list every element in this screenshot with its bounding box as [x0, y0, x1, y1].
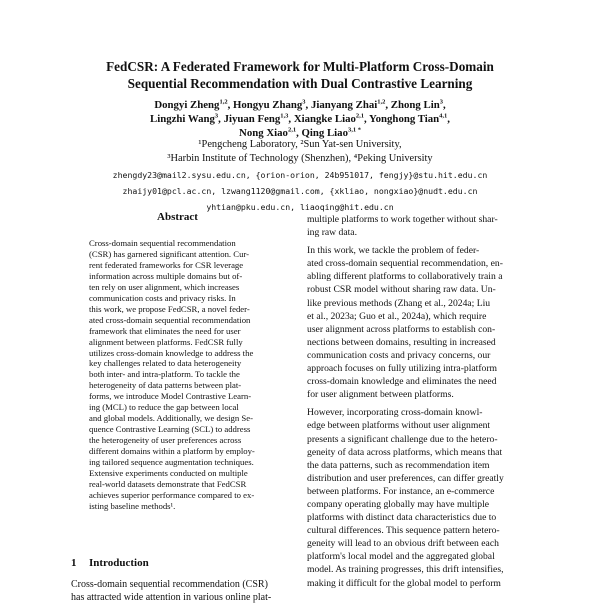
title-line: FedCSR: A Federated Framework for Multi-Platform Cross-Domain: [106, 59, 494, 74]
author-name: Jiyuan Feng: [223, 113, 281, 125]
text-line: approach focuses on fully utilizing intra-platform: [307, 363, 498, 375]
author-affiliation-marker: 2,1: [287, 126, 297, 134]
text-line: platforms with distinct data characteristics due to: [307, 512, 497, 524]
email-list: [60, 167, 540, 215]
author-affiliation-marker: 3: [302, 98, 306, 106]
text-line: rent federated frameworks for CSR leverage: [89, 259, 244, 270]
text-line: ing (MCL) to reduce the gap between local: [89, 402, 239, 413]
text-line: has attracted wide attention in various online plat-: [71, 592, 272, 604]
text-line: making it difficult for the global model to perform: [307, 577, 501, 589]
author-name: Qing Liao: [301, 127, 348, 139]
text-line: ated cross-domain sequential recommendation, en-: [307, 258, 503, 270]
author-name: Dongyi Zheng: [154, 99, 220, 111]
text-line: distribution and user preferences, can differ greatly: [307, 472, 504, 484]
text-line: communication costs and privacy risks. In: [89, 292, 236, 303]
section-title: Introduction: [89, 557, 149, 569]
author-separator: ,: [296, 127, 302, 139]
text-line: ated cross-domain sequential recommendation: [89, 314, 251, 325]
text-line: heterogeneity of data patterns between plat-: [89, 380, 242, 391]
affiliations: [60, 138, 540, 165]
author-separator: ,: [288, 113, 294, 125]
author-affiliation-marker: 4,1: [439, 112, 448, 120]
text-line: real-world datasets demonstrate that FedCSR: [89, 478, 247, 489]
text-line: ten rely on user alignment, which increases: [89, 281, 240, 292]
author-name: Yonghong Tian: [369, 113, 440, 125]
text-line: geneity will lead to an obvious drift between each: [307, 538, 499, 550]
author-name: Hongyu Zhang: [232, 99, 303, 111]
text-line: Extensive experiments conducted on multiple: [89, 468, 248, 479]
text-line: alignment between platforms. FedCSR fully: [89, 336, 243, 347]
author-separator: ,: [442, 99, 446, 111]
author-separator: ,: [227, 99, 233, 111]
introduction-body: [71, 578, 291, 604]
text-line: both inter- and intra-platform. To tackle the: [89, 369, 240, 380]
right-column-text: [307, 213, 533, 590]
text-line: utilizes cross-domain knowledge to address the: [89, 347, 254, 358]
author-affiliation-marker: 3: [214, 112, 219, 120]
text-line: this work, we propose FedCSR, a novel feder-: [89, 303, 250, 314]
text-line: for user alignment between platforms.: [307, 389, 454, 401]
author-name: Xiangke Liao: [293, 113, 356, 125]
affiliation-line: ³Harbin Institute of Technology (Shenzhen), ⁴Peking University: [167, 152, 433, 164]
text-line: user alignment across platforms to establish con-: [307, 323, 496, 335]
paper-title: [60, 58, 540, 92]
text-line: forms, we introduce Model Contrastive Learn-: [89, 391, 252, 402]
text-line: In this work, we tackle the problem of feder-: [307, 245, 480, 257]
author-name: Zhong Lin: [390, 99, 440, 111]
author-line: [60, 112, 540, 126]
paragraph: [307, 406, 533, 589]
text-line: multiple platforms to work together without shar-: [307, 214, 498, 225]
text-line: the data patterns, such as recommendation item: [307, 459, 490, 471]
text-line: the heterogeneity of user preferences across: [89, 435, 242, 446]
text-line: different domains within a platform by employ-: [89, 446, 255, 457]
text-line: information across multiple domains but of-: [89, 270, 243, 281]
title-line: Sequential Recommendation with Dual Contrastive Learning: [127, 76, 473, 91]
paragraph: [307, 244, 533, 401]
text-line: isting baseline methods¹.: [89, 500, 176, 511]
text-line: ing tailored sequence augmentation techniques.: [89, 457, 254, 468]
text-line: quence Contrastive Learning (SCL) to address: [89, 424, 251, 435]
text-line: like previous methods (Zhang et al., 2024a; Liu: [307, 297, 491, 309]
text-line: geneity of data across platforms, which means that: [307, 446, 503, 458]
author-affiliation-marker: 1,2: [219, 98, 228, 106]
section-number: 1: [71, 557, 77, 569]
author-affiliation-marker: 2,1: [355, 112, 365, 120]
paragraph: [307, 213, 533, 239]
author-name: Jianyang Zhai: [310, 99, 378, 111]
text-line: between platforms. For instance, an e-commerce: [307, 485, 495, 497]
author-affiliation-marker: 3,1 *: [347, 126, 361, 134]
text-line: et al., 2023a; Guo et al., 2024a), which require: [307, 310, 487, 322]
author-affiliation-marker: 1,3: [280, 112, 289, 120]
author-separator: ,: [447, 113, 450, 125]
email-line: zhaijy01@pcl.ac.cn, lzwang1120@gmail.com, {xkliao, nongxiao}@nudt.edu.cn: [122, 186, 478, 196]
email-line: yhtian@pku.edu.cn, liaoqing@hit.edu.cn: [206, 202, 394, 212]
text-line: company operating globally may have multiple: [307, 498, 490, 510]
author-affiliation-marker: 1,2: [377, 98, 386, 106]
author-separator: ,: [385, 99, 391, 111]
text-line: nections between domains, resulting in increased: [307, 336, 496, 348]
abstract-heading: Abstract: [157, 211, 198, 223]
author-separator: ,: [364, 113, 370, 125]
text-line: communication costs and privacy concerns, our: [307, 349, 491, 361]
text-line: cross-domain knowledge and eliminates the need: [307, 376, 497, 388]
text-line: key challenges related to data heterogeneity: [89, 358, 242, 369]
author-name: Lingzhi Wang: [150, 113, 215, 125]
email-line: zhengdy23@mail2.sysu.edu.cn, {orion-orion, 24b951017, fengjy}@stu.hit.edu.cn: [112, 170, 488, 180]
text-line: robust CSR model without sharing raw data. Un-: [307, 284, 496, 296]
author-line: [60, 98, 540, 112]
author-affiliation-marker: 3: [439, 98, 443, 106]
text-line: model. As training progresses, this drift intensifies,: [307, 564, 504, 576]
author-list: [60, 98, 540, 140]
text-line: Cross-domain sequential recommendation (CSR): [71, 579, 268, 590]
affiliation-line: ¹Pengcheng Laboratory, ²Sun Yat-sen University,: [198, 139, 402, 150]
text-line: abling different platforms to collaboratively train a: [307, 271, 503, 283]
introduction-heading: [71, 557, 149, 569]
text-line: and global models. Additionally, we design Se-: [89, 413, 253, 424]
text-line: Cross-domain sequential recommendation: [89, 238, 236, 248]
text-line: presents a significant challenge due to the hetero-: [307, 433, 498, 445]
text-line: framework that eliminates the need for user: [89, 325, 241, 336]
text-line: edge between platforms without user alignment: [307, 420, 491, 432]
author-name: Nong Xiao: [239, 127, 288, 139]
text-line: (CSR) has garnered significant attention. Cur-: [89, 248, 250, 259]
abstract-body: [89, 238, 278, 512]
text-line: cultural differences. This sequence pattern hetero-: [307, 525, 500, 537]
text-line: However, incorporating cross-domain knowl-: [307, 407, 483, 419]
author-separator: ,: [305, 99, 311, 111]
text-line: achieves superior performance compared to ex-: [89, 489, 255, 500]
author-separator: ,: [218, 113, 224, 125]
text-line: platform's local model and the aggregated global: [307, 551, 495, 563]
text-line: ing raw data.: [307, 227, 357, 239]
